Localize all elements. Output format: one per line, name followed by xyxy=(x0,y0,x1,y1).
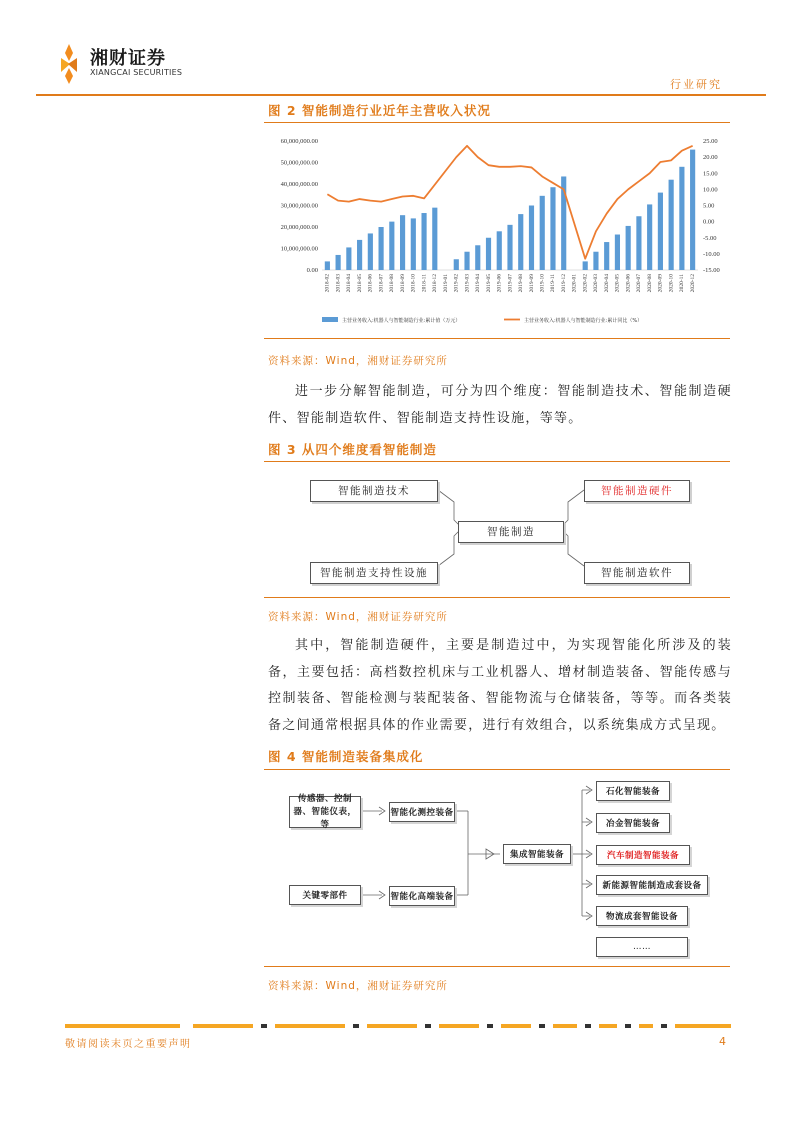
revenue-bar xyxy=(604,242,609,270)
output-new-energy: 新能源智能制造成套设备 xyxy=(596,875,708,895)
x-tick-label: 2020-12 xyxy=(689,274,696,293)
x-tick-label: 2020-06 xyxy=(625,274,632,293)
paragraph-1-text: 进一步分解智能制造，可分为四个维度：智能制造技术、智能制造硬件、智能制造软件、智能制造支持性设施，等等。 xyxy=(268,384,732,426)
revenue-bar xyxy=(389,222,394,270)
x-tick-label: 2019-08 xyxy=(518,274,525,293)
x-tick-label: 2018-06 xyxy=(367,274,374,293)
revenue-bar xyxy=(346,247,351,270)
output-metallurgy: 冶金智能装备 xyxy=(596,813,670,833)
x-tick-label: 2019-11 xyxy=(550,274,557,293)
output-petrochemical: 石化智能装备 xyxy=(596,781,670,801)
company-logo-icon xyxy=(60,44,78,84)
revenue-bar xyxy=(615,235,620,270)
x-tick-label: 2020-03 xyxy=(593,274,600,293)
y-right-tick-label: 0.00 xyxy=(703,218,715,226)
output-more: …… xyxy=(596,937,688,957)
revenue-bar xyxy=(669,180,674,270)
x-tick-label: 2019-04 xyxy=(475,274,482,293)
x-tick-label: 2019-06 xyxy=(496,274,503,293)
revenue-bar xyxy=(454,259,459,270)
figure2-top-rule xyxy=(264,122,730,123)
revenue-bar xyxy=(497,231,502,270)
revenue-bar xyxy=(400,215,405,270)
revenue-bar xyxy=(518,214,523,270)
box-manufacturing-software: 智能制造软件 xyxy=(584,562,690,584)
x-tick-label: 2018-05 xyxy=(356,274,363,293)
x-tick-label: 2020-10 xyxy=(668,274,675,293)
revenue-bar xyxy=(325,261,330,270)
x-tick-label: 2018-04 xyxy=(346,274,353,293)
revenue-bar xyxy=(679,167,684,270)
y-left-tick-label: 10,000,000.00 xyxy=(280,245,318,253)
x-tick-label: 2020-04 xyxy=(603,274,610,293)
x-tick-label: 2019-01 xyxy=(442,274,449,293)
x-tick-label: 2020-07 xyxy=(636,274,643,293)
figure3-source: 资料来源：Wind，湘财证券研究所 xyxy=(268,611,448,623)
y-right-tick-label: -5.00 xyxy=(703,234,717,242)
y-left-tick-label: 30,000,000.00 xyxy=(280,202,318,210)
box-sensors-controllers: 传感器、控制器、智能仪表，等 xyxy=(289,796,361,828)
paragraph-2-text: 其中，智能制造硬件，主要是制造过中，为实现智能化所涉及的装备，主要包括：高档数控机床与工业机器人、增材制造装备、智能传感与控制装备、智能检测与装配装备、智能物流与仓储装备，等等。而各类装备之间通常根据具体的作业需要，进行有效组合，以系统集成方式呈现。 xyxy=(268,638,732,733)
report-section: 行业研究 xyxy=(670,78,722,91)
figure2-bottom-rule xyxy=(264,338,730,339)
y-left-tick-label: 60,000,000.00 xyxy=(280,138,318,145)
brand-name-en: XIANGCAI SECURITIES xyxy=(90,68,183,77)
revenue-bar xyxy=(626,226,631,270)
figure3-bottom-rule xyxy=(264,597,730,598)
x-tick-label: 2019-07 xyxy=(507,274,514,293)
box-support-facilities: 智能制造支持性设施 xyxy=(310,562,438,584)
x-tick-label: 2018-02 xyxy=(324,274,331,293)
x-tick-label: 2018-08 xyxy=(389,274,396,293)
figure3-title: 图 3 从四个维度看智能制造 xyxy=(268,442,437,457)
y-right-tick-label: 15.00 xyxy=(703,170,718,178)
revenue-bar xyxy=(529,206,534,271)
revenue-bar xyxy=(432,208,437,270)
x-tick-label: 2020-01 xyxy=(571,274,578,293)
page-number: 4 xyxy=(719,1035,726,1048)
x-tick-label: 2020-05 xyxy=(614,274,621,293)
revenue-bar xyxy=(636,216,641,270)
y-left-tick-label: 20,000,000.00 xyxy=(280,224,318,231)
revenue-bar xyxy=(379,227,384,270)
y-right-tick-label: 10.00 xyxy=(703,186,718,194)
revenue-bar xyxy=(593,252,598,270)
legend-line-label: 主营业务收入:机器人与智能制造行业:累计同比（%） xyxy=(524,318,643,324)
legend-bar-label: 主营业务收入:机器人与智能制造行业:累计值（万元） xyxy=(342,318,461,324)
x-tick-label: 2020-02 xyxy=(582,274,589,293)
revenue-bar xyxy=(550,187,555,270)
revenue-bar xyxy=(690,150,695,270)
y-right-tick-label: 20.00 xyxy=(703,154,718,162)
legend-bar-swatch xyxy=(322,317,338,322)
output-automotive: 汽车制造智能装备 xyxy=(596,845,690,865)
x-tick-label: 2020-09 xyxy=(657,274,664,293)
box-manufacturing-tech: 智能制造技术 xyxy=(310,480,438,502)
y-right-tick-label: -15.00 xyxy=(703,267,720,274)
revenue-chart xyxy=(264,126,730,335)
x-tick-label: 2018-03 xyxy=(335,274,342,293)
figure4-title: 图 4 智能制造装备集成化 xyxy=(268,749,424,764)
box-measurement-equipment: 智能化测控装备 xyxy=(389,802,455,822)
revenue-bar xyxy=(647,204,652,270)
x-tick-label: 2018-07 xyxy=(378,274,385,293)
figure2-source: 资料来源：Wind，湘财证券研究所 xyxy=(268,355,448,367)
header-divider xyxy=(36,94,766,96)
x-tick-label: 2020-11 xyxy=(679,274,686,293)
x-tick-label: 2020-08 xyxy=(646,274,653,293)
y-left-tick-label: 40,000,000.00 xyxy=(280,181,318,188)
revenue-bar xyxy=(411,218,416,270)
revenue-bar xyxy=(540,196,545,270)
revenue-bar xyxy=(583,261,588,270)
box-manufacturing-hardware: 智能制造硬件 xyxy=(584,480,690,502)
x-tick-label: 2018-09 xyxy=(399,274,406,293)
x-tick-label: 2019-12 xyxy=(560,274,567,293)
x-tick-label: 2019-05 xyxy=(485,274,492,293)
x-tick-label: 2019-09 xyxy=(528,274,535,293)
y-right-tick-label: -10.00 xyxy=(703,250,720,258)
revenue-bar xyxy=(464,252,469,270)
x-tick-label: 2018-10 xyxy=(410,274,417,293)
revenue-bar xyxy=(357,240,362,270)
figure2-title: 图 2 智能制造行业近年主营收入状况 xyxy=(268,103,491,118)
y-right-tick-label: 5.00 xyxy=(703,202,715,210)
x-tick-label: 2019-10 xyxy=(539,274,546,293)
brand-name: 湘财证券 xyxy=(90,48,166,69)
revenue-bar xyxy=(421,213,426,270)
box-high-end-equipment: 智能化高端装备 xyxy=(389,886,455,906)
revenue-bar xyxy=(475,245,480,270)
box-key-components: 关键零部件 xyxy=(289,885,361,905)
paragraph-1 xyxy=(268,379,732,432)
y-left-tick-label: 50,000,000.00 xyxy=(280,159,318,167)
output-logistics: 物流成套智能设备 xyxy=(596,906,688,926)
revenue-bar xyxy=(507,225,512,270)
x-tick-label: 2018-12 xyxy=(432,274,439,293)
figure4-bottom-rule xyxy=(264,966,730,967)
x-tick-label: 2019-03 xyxy=(464,274,471,293)
paragraph-2 xyxy=(268,633,732,739)
y-right-tick-label: 25.00 xyxy=(703,138,718,145)
box-integrated-equipment: 集成智能装备 xyxy=(503,844,571,864)
figure4-source: 资料来源：Wind，湘财证券研究所 xyxy=(268,980,448,992)
x-tick-label: 2019-02 xyxy=(453,274,460,293)
y-left-tick-label: 0.00 xyxy=(306,267,318,274)
footer-disclaimer: 敬请阅读末页之重要声明 xyxy=(65,1039,192,1050)
box-intelligent-manufacturing: 智能制造 xyxy=(458,521,564,543)
x-tick-label: 2018-11 xyxy=(421,274,428,293)
revenue-bar xyxy=(658,193,663,270)
revenue-bar xyxy=(336,255,341,270)
revenue-bar xyxy=(486,238,491,270)
revenue-bar xyxy=(368,233,373,270)
footer-dashed-divider xyxy=(65,1024,731,1030)
